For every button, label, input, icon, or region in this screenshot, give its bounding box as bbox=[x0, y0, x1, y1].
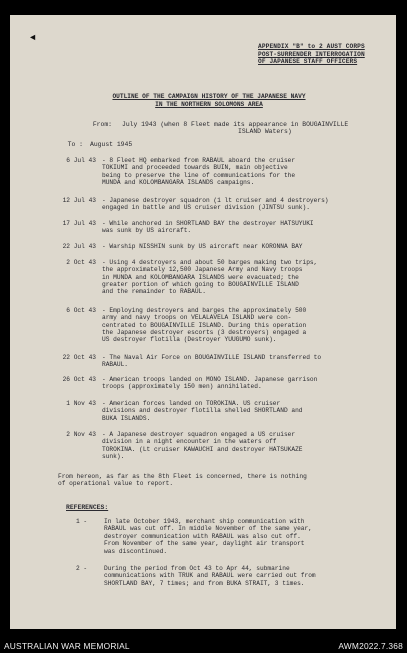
event-text: sunk). bbox=[102, 452, 125, 460]
event-date: 12 Jul 43 bbox=[62, 197, 96, 204]
event-date: 22 Jul 43 bbox=[62, 243, 96, 250]
appendix-header bbox=[258, 43, 365, 66]
event-text: - Warship NISSHIN sunk by US aircraft near KORONNA BAY bbox=[102, 243, 303, 250]
header-line: POST-SURRENDER INTERROGATION bbox=[258, 50, 365, 58]
document-page bbox=[10, 15, 396, 629]
event-text: - American troops landed on MONO ISLAND. Japanese garrison bbox=[102, 376, 318, 383]
from-value-line: July 1943 (when 8 Fleet made its appearance in BOUGAINVILLE bbox=[122, 121, 349, 128]
event-date: 6 Oct 43 bbox=[66, 307, 96, 314]
closing-paragraph bbox=[58, 473, 307, 488]
header-line: APPENDIX "B" to 2 AUST CORPS bbox=[258, 43, 365, 50]
event-text: TOKIUMI and proceeded towards BUIN, main objective bbox=[102, 164, 288, 172]
event-text: US destroyer flotilla (Destroyer YUUGUMO sunk). bbox=[102, 336, 277, 344]
event-text: being to preserve the line of communications for the bbox=[102, 171, 296, 179]
corner-mark-icon: ◄ bbox=[30, 33, 36, 43]
reference-text: communications with TRUK and RABAUL were carried out from bbox=[104, 572, 316, 580]
event-date: 6 Jul 43 bbox=[66, 157, 96, 164]
closing-line: From hereon, as far as the 8th Fleet is concerned, there is nothing bbox=[58, 473, 307, 480]
event-date: 2 Nov 43 bbox=[66, 431, 96, 438]
reference-text: In late October 1943, merchant ship communication with bbox=[104, 518, 305, 525]
to-value: August 1945 bbox=[90, 141, 133, 148]
event-text: RABAUL. bbox=[102, 361, 128, 369]
event-text: centrated to BOUGAINVILLE ISLAND. During this operation bbox=[102, 321, 307, 329]
event-text: the Japanese destroyer escorts (3 destroyers) engaged a bbox=[102, 328, 307, 336]
event-text: troops (approximately 150 men) annihilated. bbox=[102, 383, 262, 391]
event-text: army and navy troops on VELALAVELA ISLAND were con- bbox=[102, 314, 292, 322]
event-date: 1 Nov 43 bbox=[66, 400, 96, 407]
event-date: 22 Oct 43 bbox=[62, 354, 96, 361]
event-text: was sunk by US aircraft. bbox=[102, 227, 192, 235]
event-text: engaged in battle and US cruiser division (JINTSU sunk). bbox=[102, 204, 310, 212]
to-label: To : bbox=[67, 141, 83, 148]
event-text: TOROKINA. (Lt cruiser KAWAUCHI and destroyer HATSUKAZE bbox=[102, 445, 303, 453]
references-heading: REFERENCES: bbox=[66, 504, 109, 511]
event-text: greater portion of which going to BOUGAINVILLE ISLAND bbox=[102, 280, 299, 288]
title-line: IN THE NORTHERN SOLOMONS AREA bbox=[155, 100, 263, 108]
event-text: and the remainder to RABAUL. bbox=[102, 288, 206, 296]
reference-text: was discontinued. bbox=[104, 547, 168, 555]
reference-text: From November of the same year, daylight air transport bbox=[104, 540, 305, 548]
event-text: - Japanese destroyer squadron (1 lt cruiser and 4 destroyers) bbox=[102, 197, 329, 204]
event-text: - American forces landed on TOROKINA. US cruiser bbox=[102, 400, 281, 407]
event-text: - A Japanese destroyer squadron engaged a US cruiser bbox=[102, 431, 296, 438]
title-line: OUTLINE OF THE CAMPAIGN HISTORY OF THE JAPANESE NAVY bbox=[112, 93, 306, 100]
event-date: 26 Oct 43 bbox=[62, 376, 96, 383]
reference-number: 1 - bbox=[76, 518, 88, 525]
event-text: - Employing destroyers and barges the approximately 500 bbox=[102, 307, 307, 314]
event-text: BUKA ISLANDS. bbox=[102, 414, 151, 422]
reference-text: RABAUL was cut off. In middle November of the same year, bbox=[104, 525, 312, 533]
event-text: - The Naval Air Force on BOUGAINVILLE ISLAND transferred to bbox=[102, 354, 322, 361]
footer-credit: AUSTRALIAN WAR MEMORIAL bbox=[4, 641, 130, 651]
event-text: divisions and destroyer flotilla shelled SHORTLAND and bbox=[102, 407, 303, 415]
event-text: in MUNDA and KOLOMBANGARA ISLANDS were evacuated; the bbox=[102, 273, 299, 281]
event-text: - While anchored in SHORTLAND BAY the destroyer HATSUYUKI bbox=[102, 220, 314, 227]
from-value-line: ISLAND Waters) bbox=[238, 128, 292, 136]
reference-text: destroyer communication with RABAUL was also cut off. bbox=[104, 532, 301, 540]
from-label: From: bbox=[92, 121, 112, 128]
header-line: OF JAPANESE STAFF OFFICERS bbox=[258, 58, 358, 65]
event-text: - Using 4 destroyers and about 50 barges making two trips, bbox=[102, 259, 318, 266]
document-title bbox=[74, 93, 344, 108]
closing-line: of operational value to report. bbox=[58, 480, 174, 488]
event-date: 2 Oct 43 bbox=[66, 259, 96, 266]
reference-text: SHORTLAND BAY, 7 times; and from BUKA STRAIT, 3 times. bbox=[104, 579, 305, 587]
event-text: the approximately 12,500 Japanese Army and Navy troops bbox=[102, 266, 303, 274]
reference-text: During the period from Oct 43 to Apr 44, submarine bbox=[104, 565, 290, 572]
event-date: 17 Jul 43 bbox=[62, 220, 96, 227]
event-text: - 8 Fleet HQ embarked from RABAUL aboard the cruiser bbox=[102, 157, 296, 164]
event-text: MUNDA and KOLOMBANGARA ISLANDS campaigns. bbox=[102, 178, 255, 186]
reference-number: 2 - bbox=[76, 565, 88, 572]
event-text: division in a night encounter in the waters off bbox=[102, 438, 277, 446]
footer-accession-number: AWM2022.7.368 bbox=[338, 641, 403, 651]
